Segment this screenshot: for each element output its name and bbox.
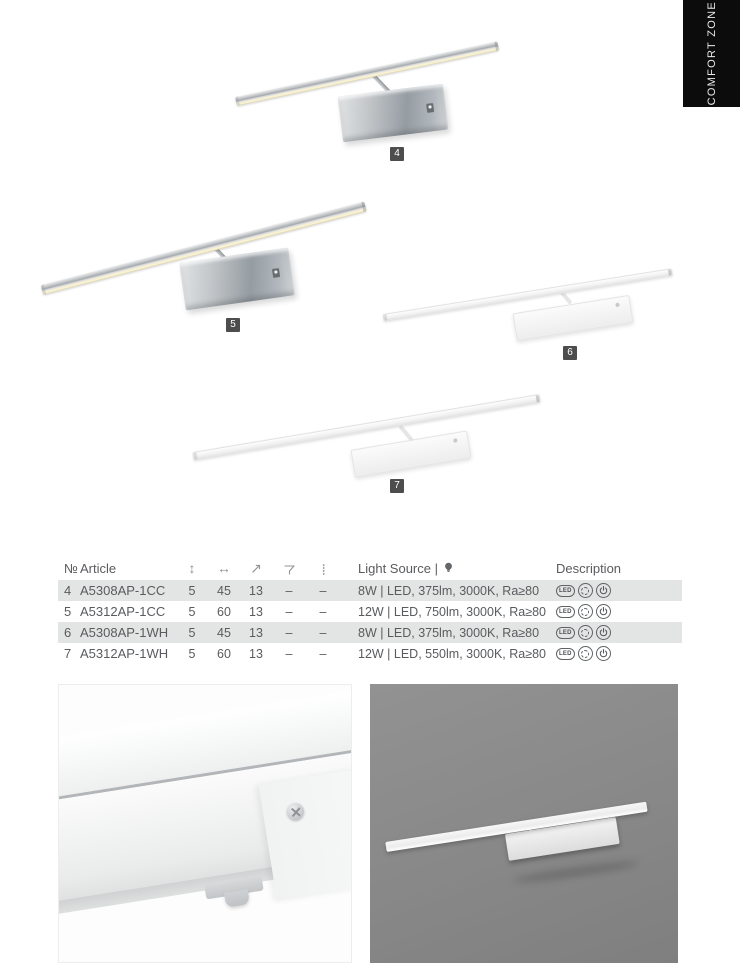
description-icons — [554, 625, 682, 640]
article-code: A5312AP-1CC — [80, 604, 166, 619]
comfort-zone-label: COMFORT ZONE — [705, 1, 718, 106]
detail-photo-closeup — [58, 684, 352, 963]
light-source-header: Light Source | — [340, 561, 554, 576]
table-row: 5 A5312AP-1CC 5 60 13 – – 12W | LED, 750lm, 3000K, Ra≥80 LED — [58, 601, 682, 622]
suspension-length-icon — [306, 560, 340, 576]
table-row: 4 A5308AP-1CC 5 45 13 – – 8W | LED, 375lm, 3000K, Ra≥80 LED — [58, 580, 682, 601]
adjustable-beam-icon — [578, 604, 593, 619]
item-number-badge-5: 5 — [226, 318, 240, 332]
projection-icon: ↗ — [250, 559, 262, 576]
table-row: 7 A5312AP-1WH 5 60 13 – – 12W | LED, 550lm, 3000K, Ra≥80 LED — [58, 643, 682, 664]
light-source-value: 8W | LED, 375lm, 3000K, Ra≥80 — [358, 625, 540, 640]
item-number-badge-6: 6 — [563, 346, 577, 360]
shade-diameter-icon — [272, 560, 306, 576]
light-source-value: 8W | LED, 375lm, 3000K, Ra≥80 — [358, 583, 540, 598]
light-source-value: 12W | LED, 750lm, 3000K, Ra≥80 — [358, 604, 546, 619]
lamp-switch — [272, 268, 280, 278]
product-photo-gray — [370, 684, 678, 963]
lamp-wall-box — [179, 248, 295, 311]
item-number-badge-7: 7 — [390, 479, 404, 493]
screw-closeup — [287, 803, 304, 820]
power-switch-icon — [596, 604, 611, 619]
power-switch-icon — [596, 625, 611, 640]
article-code: A5308AP-1WH — [80, 625, 169, 640]
description-header: Description — [556, 560, 622, 576]
adjustable-beam-icon — [578, 625, 593, 640]
light-source-value: 12W | LED, 550lm, 3000K, Ra≥80 — [358, 646, 546, 661]
lamp-screw — [453, 438, 458, 443]
adjustable-beam-icon — [578, 646, 593, 661]
lamp-wall-box — [338, 84, 449, 143]
lamp-switch — [426, 103, 434, 113]
description-icons — [554, 583, 682, 598]
switch-nub — [224, 889, 250, 908]
led-icon: LED — [556, 585, 575, 597]
lamp-screw — [615, 303, 620, 308]
height-icon: ↕ — [188, 560, 196, 576]
article-code: A5308AP-1CC — [80, 583, 166, 598]
num-header: № — [64, 560, 78, 576]
comfort-zone-tab — [683, 0, 740, 107]
led-icon: LED — [556, 606, 575, 618]
led-icon: LED — [556, 648, 575, 660]
article-code: A5312AP-1WH — [80, 646, 169, 661]
width-icon: ↔ — [217, 560, 231, 576]
description-icons — [554, 646, 682, 661]
power-switch-icon — [596, 583, 611, 598]
led-icon: LED — [556, 627, 575, 639]
adjustable-beam-icon — [578, 583, 593, 598]
spec-table — [58, 556, 682, 664]
article-header: Article — [80, 560, 117, 576]
power-switch-icon — [596, 646, 611, 661]
item-number-badge-4: 4 — [390, 147, 404, 161]
table-header-row — [58, 556, 682, 580]
table-row: 6 A5308AP-1WH 5 45 13 – – 8W | LED, 375lm, 3000K, Ra≥80 LED — [58, 622, 682, 643]
lamp-wall-box — [513, 295, 634, 341]
description-icons — [554, 604, 682, 619]
bulb-icon — [443, 562, 454, 575]
